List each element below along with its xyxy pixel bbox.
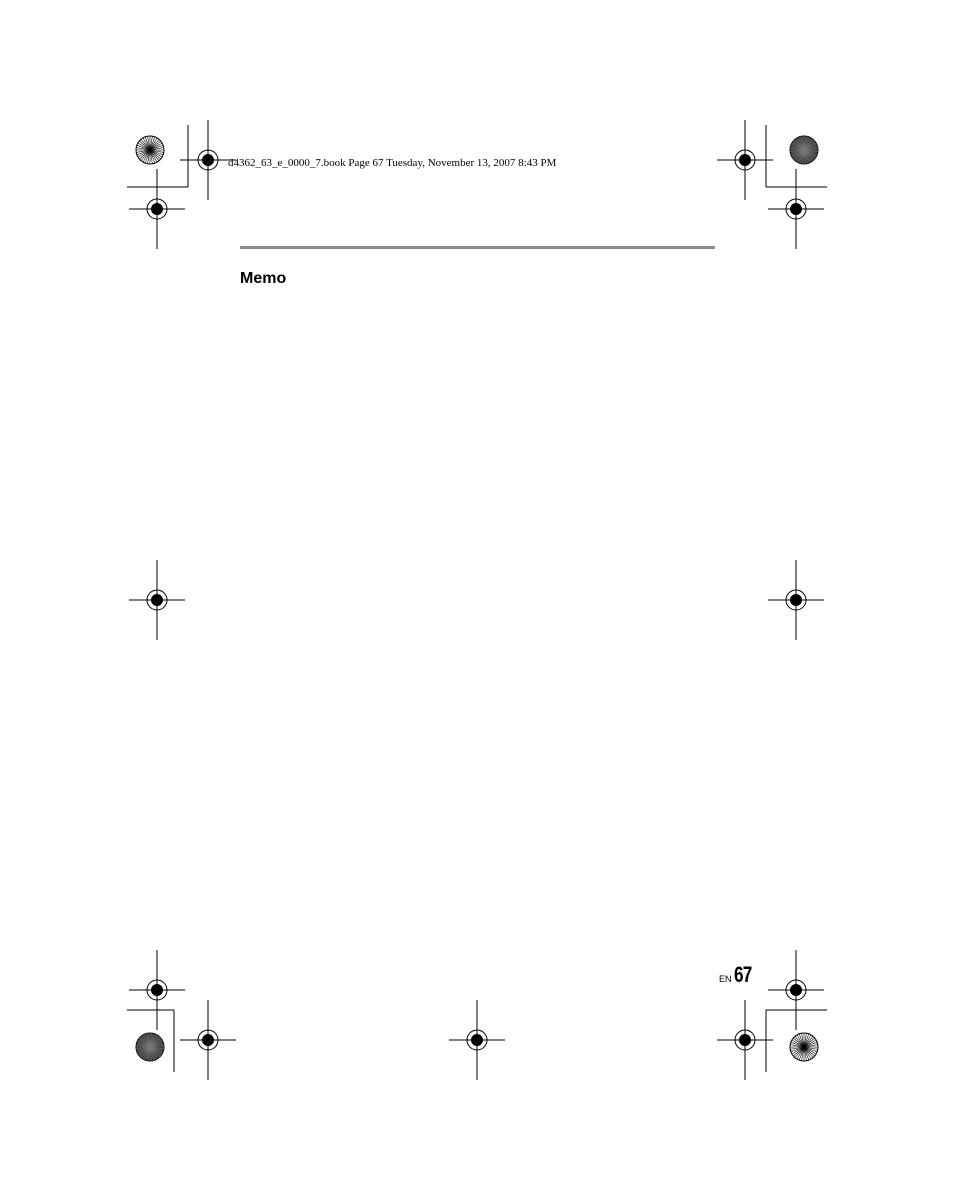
starburst-target-bottom-right — [790, 1033, 818, 1061]
registration-mark-right-top — [768, 169, 824, 249]
crop-marks — [127, 125, 827, 1072]
registration-mark-left-middle — [129, 560, 185, 640]
registration-mark-bottom-right — [717, 1000, 773, 1080]
page-title: Memo — [240, 270, 287, 287]
registration-mark-right-bottom — [768, 950, 824, 1030]
folio-page-number: 67 — [733, 962, 752, 987]
color-targets — [136, 136, 818, 1061]
header-rule — [240, 246, 715, 249]
page-folio — [719, 962, 756, 988]
registration-mark-left-top — [129, 169, 185, 249]
folio-language: EN — [719, 974, 732, 984]
registration-mark-top-right — [717, 120, 773, 200]
registration-mark-right-middle — [768, 560, 824, 640]
starburst-target-top-left — [136, 136, 164, 164]
print-header: d4362_63_e_0000_7.book Page 67 Tuesday, November 13, 2007 8:43 PM — [228, 157, 557, 169]
dark-target-top-right — [790, 136, 818, 164]
registration-marks — [129, 120, 824, 1080]
registration-mark-bottom-left — [180, 1000, 236, 1080]
registration-mark-left-bottom — [129, 950, 185, 1030]
dark-target-bottom-left — [136, 1033, 164, 1061]
registration-mark-bottom-center — [449, 1000, 505, 1080]
